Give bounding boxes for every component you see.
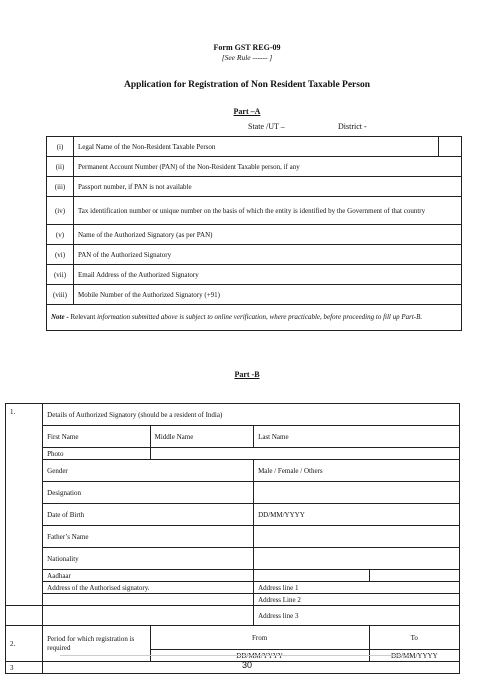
part-b-heading: Part -B [234, 370, 260, 379]
aadhaar-label: Aadhaar [43, 570, 254, 582]
state-ut-label: State /UT – [248, 122, 285, 131]
field-label: Email Address of the Authorized Signatory [74, 265, 462, 285]
table-row [6, 404, 460, 426]
table-row [6, 426, 460, 448]
page-number: 30 [241, 660, 252, 670]
table-row [6, 460, 460, 482]
row-number: (v) [47, 225, 74, 245]
nationality-field[interactable] [254, 548, 460, 570]
table-row [47, 137, 462, 157]
designation-field[interactable] [254, 482, 460, 504]
to-date-field[interactable]: DD/MM/YYYY [369, 650, 459, 662]
table-row [6, 526, 460, 548]
note-text: information submitted above is subject to online verification, where practicable, before proceeding to fill up Part-B. [97, 312, 423, 321]
table-row [47, 157, 462, 177]
field-label: PAN of the Authorized Signatory [74, 245, 462, 265]
nationality-label: Nationality [43, 548, 254, 570]
row-number: (iii) [47, 177, 74, 197]
row-number: 3 [6, 662, 43, 674]
row-number: (ii) [47, 157, 74, 177]
field-label: Tax identification number or unique number on the basis of which the entity is identified by the Government of that country [74, 197, 462, 225]
table-row [6, 482, 460, 504]
row-number: 1. [6, 404, 43, 606]
row-number: (viii) [47, 285, 74, 305]
form-title: Form GST REG-09 [213, 43, 281, 52]
dob-label: Date of Birth [43, 504, 254, 526]
footer-divider [60, 655, 410, 656]
part-a-table [46, 136, 462, 331]
part-a-heading: Part –A [233, 107, 261, 116]
address-blank [43, 594, 254, 606]
designation-label: Designation [43, 482, 254, 504]
to-label: To [369, 626, 459, 650]
photo-field[interactable] [150, 448, 459, 460]
row-number: (i) [47, 137, 74, 157]
table-row [47, 177, 462, 197]
field-label: Permanent Account Number (PAN) of the Non-Resident Taxable person, if any [74, 157, 462, 177]
table-row [47, 197, 462, 225]
part-b-table [5, 403, 460, 674]
table-row [6, 582, 460, 594]
address-label: Address of the Authorised signatory. [43, 582, 254, 594]
note-relevant: Relevant [70, 312, 96, 321]
note-row [47, 305, 462, 331]
district-label: District - [338, 122, 367, 131]
table-row [47, 245, 462, 265]
note-label: Note - [51, 312, 69, 321]
table-row [6, 594, 460, 606]
details-heading: Details of Authorized Signatory (should be a resident of India) [43, 404, 460, 426]
rule-reference: [See Rule ------ ] [221, 53, 273, 62]
note-cell [47, 305, 462, 331]
field-label: Legal Name of the Non-Resident Taxable Person [74, 137, 439, 157]
aadhaar-field[interactable] [369, 570, 459, 582]
field-value[interactable] [439, 137, 462, 157]
row-number: 2. [6, 626, 43, 662]
row-number-blank [6, 606, 43, 626]
field-label: Mobile Number of the Authorized Signatory (+91) [74, 285, 462, 305]
fathers-name-field[interactable] [254, 526, 460, 548]
table-row [6, 548, 460, 570]
table-row [6, 448, 460, 460]
application-title: Application for Registration of Non Resident Taxable Person [123, 80, 371, 90]
last-name-label: Last Name [254, 426, 460, 448]
photo-label: Photo [43, 448, 150, 460]
table-row [47, 225, 462, 245]
table-row [47, 285, 462, 305]
address-blank [43, 606, 254, 626]
aadhaar-field[interactable] [254, 570, 370, 582]
table-row [6, 504, 460, 526]
address-line-2[interactable]: Address Line 2 [254, 594, 460, 606]
table-row [6, 570, 460, 582]
first-name-label: First Name [43, 426, 150, 448]
fathers-name-label: Father’s Name [43, 526, 254, 548]
field-label: Name of the Authorized Signatory (as per PAN) [74, 225, 462, 245]
address-line-3[interactable]: Address line 3 [254, 606, 460, 626]
row-number: (iv) [47, 197, 74, 225]
gender-label: Gender [43, 460, 254, 482]
row-number: (vii) [47, 265, 74, 285]
table-row [6, 606, 460, 626]
field-label: Passport number, if PAN is not available [74, 177, 462, 197]
dob-field[interactable]: DD/MM/YYYY [254, 504, 460, 526]
table-row [6, 626, 460, 650]
row-number: (vi) [47, 245, 74, 265]
period-label: Period for which registration is required [43, 626, 150, 662]
from-label: From [150, 626, 369, 650]
gender-options[interactable]: Male / Female / Others [254, 460, 460, 482]
middle-name-label: Middle Name [150, 426, 253, 448]
from-date-field[interactable]: DD/MM/YYYY [150, 650, 369, 662]
table-row [47, 265, 462, 285]
address-line-1[interactable]: Address line 1 [254, 582, 460, 594]
